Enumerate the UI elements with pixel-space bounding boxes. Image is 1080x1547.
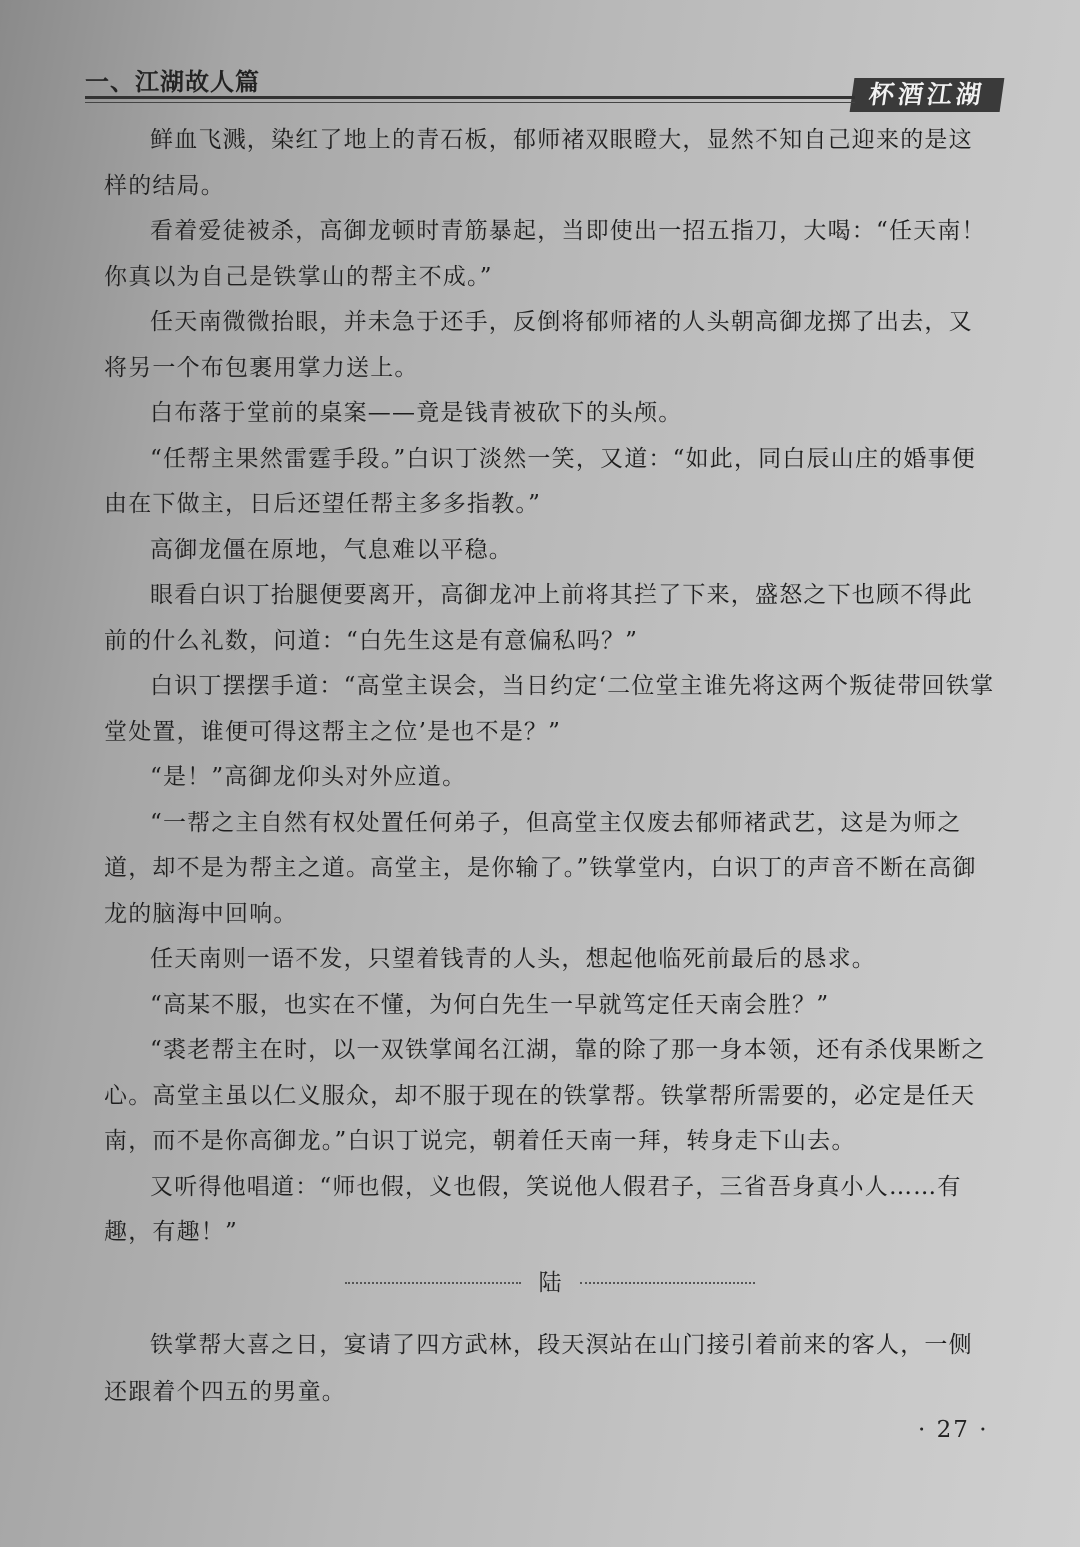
paragraph: “一帮之主自然有权处置任何弟子，但高堂主仅废去郁师褚武艺，这是为师之道，却不是为帮主之道。高堂主，是你输了。”铁掌堂内，白识丁的声音不断在高御龙的脑海中回响。 [104, 809, 977, 927]
paragraph: 白识丁摆摆手道：“高堂主误会，当日约定‘二位堂主谁先将这两个叛徒带回铁掌堂处置，谁便可得这帮主之位’是也不是？” [104, 673, 995, 745]
divider-line-left [345, 1282, 521, 1284]
section-divider [345, 1262, 755, 1298]
paragraph: “高某不服，也实在不懂，为何白先生一早就笃定任天南会胜？” [150, 991, 830, 1018]
paragraph: “裘老帮主在时，以一双铁掌闻名江湖，靠的除了那一身本领，还有杀伐果断之心。高堂主虽以仁义服众，却不服于现在的铁掌帮。铁掌帮所需要的，必定是任天南，而不是你高御龙。”白识丁说完，朝着任天南一拜，转身走下山去。 [104, 1037, 986, 1154]
chapter-header: 一、江湖故人篇 [85, 67, 260, 96]
divider-line-right [580, 1282, 756, 1284]
paragraph: 眼看白识丁抬腿便要离开，高御龙冲上前将其拦了下来，盛怒之下也顾不得此前的什么礼数，问道：“白先生这是有意偏私吗？” [104, 582, 973, 654]
paragraph: 高御龙僵在原地，气息难以平稳。 [150, 536, 513, 563]
paragraph: “是！”高御龙仰头对外应道。 [150, 764, 467, 790]
paragraph: 任天南则一语不发，只望着钱青的人头，想起他临死前最后的恳求。 [150, 946, 876, 972]
paragraph: 铁掌帮大喜之日，宴请了四方武林，段天溟站在山门接引着前来的客人，一侧还跟着个四五的男童。 [104, 1332, 973, 1405]
paragraph: 任天南微微抬眼，并未急于还手，反倒将郁师褚的人头朝高御龙掷了出去，又将另一个布包裹用掌力送上。 [104, 309, 973, 381]
header-rule-thin [85, 102, 855, 103]
paragraph: 又听得他唱道：“师也假，义也假，笑说他人假君子，三省吾身真小人……有趣，有趣！” [104, 1173, 962, 1245]
body-text [104, 118, 996, 1256]
page-number: · 27 · [918, 1417, 989, 1443]
header-rule [85, 96, 855, 99]
section-number: 陆 [538, 1269, 562, 1296]
paragraph: “任帮主果然雷霆手段。”白识丁淡然一笑，又道：“如此，同白辰山庄的婚事便由在下做主，日后还望任帮主多多指教。” [104, 445, 976, 517]
body-text-section-2 [104, 1322, 996, 1416]
book-title-badge: 杯酒江湖 [850, 78, 1005, 112]
paragraph: 鲜血飞溅，染红了地上的青石板，郁师褚双眼瞪大，显然不知自己迎来的是这样的结局。 [104, 127, 973, 199]
paragraph: 白布落于堂前的桌案——竟是钱青被砍下的头颅。 [150, 400, 683, 426]
paragraph: 看着爱徒被杀，高御龙顿时青筋暴起，当即使出一招五指刀，大喝：“任天南！你真以为自己是铁掌山的帮主不成。” [104, 218, 986, 290]
